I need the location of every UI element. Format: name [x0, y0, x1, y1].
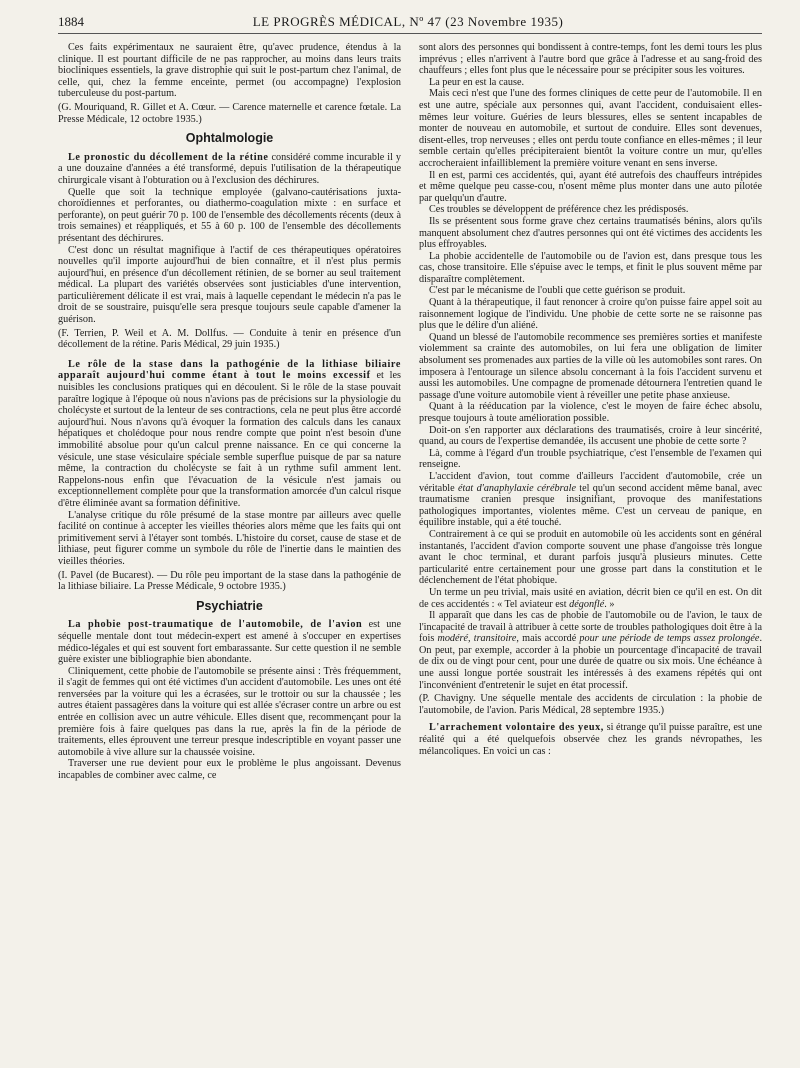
- paragraph: L'analyse critique du rôle présumé de la stase montre par ailleurs avec quelle facilité on continue à accepter les vieilles théories alors même que les faits qui ont primitivement servi à l'étayer sont tombés. L'histoire du corset, cause de stase et de lithiase, peut figurer comme un symbole du rôle de l'inertie dans le maintien des vieilles théories.: [58, 509, 401, 567]
- issue-info: Nº 47 (23 Novembre 1935): [409, 14, 564, 29]
- paragraph: Ces faits expérimentaux ne sauraient être, qu'avec prudence, étendus à la clinique. Il est pourtant difficile de ne pas rapprocher, au moins dans leurs traits biocliniques essentiels, la grave distrophie qui suit le post-partum chez l'animal, de celle, qui, chez la femme enceinte, permet (ou accompagne) l'explosion tuberculeuse du post-partum.: [58, 42, 401, 100]
- paragraph: Quelle que soit la technique employée (galvano-cautérisations juxta-choroïdiennes et perforantes, ou diathermo-coagulation mixte : en surface et perforante), on peut guérir 70 p. 100 de l'ensemble des décollements récents (deux à trois semaines) et réappliqués, et 55 à 60 p. 100 de l'ensemble des décollements présentant des déchirures.: [58, 186, 401, 244]
- paragraph: C'est donc un résultat magnifique à l'actif de ces thérapeutiques opératoires nouvelles qu'il importe aujourd'hui de bien connaître, et il n'est plus permis aujourd'hui, en présence d'un décollement rétinien, de se borner au seul traitement médical. La plupart des variétés observées sont justiciables d'une intervention, particulièrement délicate il est vrai, mais à laquelle cependant le médecin n'a pas le droit de se soustraire, puisqu'elle sera presque toujours seule capable d'amener la guérison.: [58, 244, 401, 326]
- paragraph: Doit-on s'en rapporter aux déclarations des traumatisés, croire à leur sincérité, quand, au cours de l'expertise demandée, ils accusent une phobie de cette sorte ?: [419, 424, 762, 448]
- paragraph-text: si étrange qu'il puisse paraître, est une réalité qui a été quelquefois observée chez les grands névropathes, les mélancoliques. En voici un cas :: [419, 722, 763, 757]
- paragraph-text: . »: [604, 598, 615, 610]
- paragraph: Là, comme à l'égard d'un trouble psychiatrique, c'est l'ensemble de l'examen qui renseigne.: [419, 447, 762, 471]
- paragraph: [419, 587, 762, 610]
- lead-phrase: L'arrachement volontaire des yeux,: [429, 722, 604, 734]
- paragraph: Cliniquement, cette phobie de l'automobile se présente ainsi : Très fréquemment, il s'agit de femmes qui ont été victimes d'un accident d'automobile. Les unes ont été renversées par la voiture qui les a écrasées, sur le trottoir ou sur la chaussée ; les autres étaient passagères dans la voiture qui est allée s'écraser contre un arbre ou est entrée en collision avec un autre véhicule. Elles disent que, recommençant pour la première fois à faire quelques pas dans la rue, après la fin de la période de traitements, elles éprouvent une terreur presque indescriptible en voyant passer une automobile à vive allure sur la chaussée voisine.: [58, 665, 401, 758]
- italic-term: dégonflé: [569, 598, 605, 610]
- paragraph: Ils se présentent sous forme grave chez certains traumatisés bénins, alors qu'ils manquent absolument chez d'autres personnes qui ont été victimes des accidents les plus effroyables.: [419, 215, 762, 251]
- italic-term: modéré, transitoire: [437, 633, 517, 645]
- left-column: [58, 42, 401, 782]
- paragraph: Quant à la rééducation par la violence, c'est le moyen de faire échec absolu, presque toujours à toute amélioration possible.: [419, 401, 762, 424]
- reference: (P. Chavigny. Une séquelle mentale des accidents de circulation : la phobie de l'automobile, de l'avion. Paris Médical, 28 septembre 1935.): [419, 693, 762, 716]
- paragraph: Traverser une rue devient pour eux le problème le plus angoissant. Devenus incapables de combiner avec calme, ce: [58, 758, 401, 782]
- columns: [58, 42, 762, 782]
- italic-term: état d'anaphylaxie cérébrale: [457, 482, 576, 494]
- lead-phrase: Le rôle de la stase dans la pathogénie de la lithiase biliaire apparaît aujourd'hui comme étant à tout le moins excessif: [58, 358, 401, 382]
- journal-name: LE PROGRÈS MÉDICAL,: [252, 14, 406, 29]
- journal-title: [253, 14, 564, 30]
- section-title-psychiatrie: Psychiatrie: [196, 598, 263, 613]
- paragraph-text: L'accident d'avion, tout comme d'ailleurs l'accident d'automobile, crée un véritable: [419, 470, 762, 494]
- paragraph-text: , mais accordé: [516, 633, 580, 645]
- paragraph: C'est par le mécanisme de l'oubli que cette guérison se produit.: [429, 285, 686, 297]
- right-column: [419, 42, 762, 782]
- paragraph-text: considéré comme incurable il y a une douzaine d'années a été transformé, depuis l'utilisation de la thérapeutique chirurgicale visant à l'obturation ou à l'exclusion des déchirures.: [58, 151, 401, 186]
- lead-phrase: Le pronostic du décollement de la rétine: [68, 151, 269, 163]
- reference: (I. Pavel (de Bucarest). — Du rôle peu important de la stase dans la pathogénie de la lithiase biliaire. La Presse Médicale, 9 octobre 1935.): [58, 569, 401, 593]
- paragraph: Quand un blessé de l'automobile recommence ses premières sorties et manifeste violemment sa crainte des automobiles, on lui fera une obligation de limiter absolument ses promenades aux parties de la ville où les automobiles sont rares. On imposera à l'entourage un silence absolu concernant à la fois l'accident survenu et aussi les automobiles. Une compagne de promenade détournera l'entretien quand le passage d'une voiture automobile vient à réveiller une petite phase anxieuse.: [419, 331, 762, 401]
- paragraph-text: est une séquelle mentale dont tout médecin-expert est amené à s'occuper en expertises médico-légales et qui est souvent fort embarassante. Sur cette question il ne semble guère exister une bibliographie bien abondante.: [58, 619, 402, 666]
- section-title-ophtalmologie: Ophtalmologie: [185, 131, 274, 146]
- paragraph: La phobie accidentelle de l'automobile ou de l'avion est, dans presque tous les cas, chose transitoire. Elle s'épuise avec le temps, et finit le plus souvent même par disparaître complètement.: [419, 250, 762, 285]
- paragraph-text: Un terme un peu trivial, mais usité en aviation, décrit bien ce qu'il en est. On dit de ces accidentés : « Tel aviateur est: [419, 586, 762, 610]
- reference: (F. Terrien, P. Weil et A. M. Dollfus. — Conduite à tenir en présence d'un décollement de la rétine. Paris Médical, 29 juin 1935.): [58, 327, 401, 351]
- lead-phrase: La phobie post-traumatique de l'automobile, de l'avion: [68, 619, 363, 631]
- page-number: 1884: [58, 14, 84, 29]
- paragraph: La peur en est la cause.: [429, 76, 525, 88]
- italic-term: pour une période de temps assez prolongée: [579, 633, 760, 645]
- paragraph: Il en est, parmi ces accidentés, qui, ayant été autrefois des chauffeurs intrépides et même quelque peu casse-cou, n'osent même plus monter dans une auto pilotée par quelqu'un d'autre.: [419, 169, 762, 204]
- paragraph-text: tel qu'un second accident même banal, avec traumatisme cranien presque insignifiant, provoque des manifestations pathologiques importantes, violentes même. C'est un cerveau de panique, en équilibre instable, qui a été touché.: [419, 482, 763, 529]
- page-header: [58, 14, 762, 34]
- paragraph-text: Il apparaît que dans les cas de phobie de l'automobile ou de l'avion, le taux de l'incapacité de travail à attribuer à cette sorte de troubles pathologiques doit être à la fois: [419, 610, 762, 645]
- reference: (G. Mouriquand, R. Gillet et A. Cœur. — Carence maternelle et carence fœtale. La Presse Médicale, 12 octobre 1935.): [58, 101, 401, 125]
- paragraph: [58, 359, 401, 510]
- paragraph: [419, 471, 762, 529]
- paragraph: [419, 610, 762, 691]
- paragraph: [58, 152, 401, 187]
- paragraph: Quant à la thérapeutique, il faut renoncer à croire qu'on puisse faire appel soit au raisonnement logique de l'individu. Une phobie de cette sorte ne se raisonne pas plus que le délire d'un aliéné.: [419, 297, 762, 332]
- paragraph: Ces troubles se développent de préférence chez les prédisposés.: [429, 204, 689, 216]
- paragraph: Contrairement à ce qui se produit en automobile où les accidents sont en général instantanés, l'accident d'avion comporte souvent une phase d'angoisse très longue avant le choc terminal, et durant parfois jusqu'à plusieurs minutes. Cette particularité entre certainement pour une grosse part dans la constitution et le déclenchement de l'état phobique.: [419, 528, 762, 587]
- paragraph: Mais ceci n'est que l'une des formes cliniques de cette peur de l'automobile. Il en est une autre, spéciale aux personnes qui, avant l'accident, conduisaient elles-mêmes leur voiture. Guéries de leurs blessures, elles se sentent incapables de monter de nouveau en automobile, et surtout de conduire. Elles sont devenues, disent-elles, trop nerveuses ; elles ont perdu toute confiance en elles-mêmes ; il leur semble certain qu'elles précipiteraient bientôt la voiture contre un mur, qu'elles accrocheraient infailliblement la première voiture venant en sens inverse.: [419, 88, 762, 169]
- paragraph-text: . On peut, par exemple, accorder à la phobie un pourcentage d'incapacité de travail de dix ou de vingt pour cent, pour une durée de quatre ou six mois. Une échéance à une aussi longue portée soustrait les intéressés à des examens répétés qui ont l'inconvénient d'entretenir le sujet en état processif.: [419, 633, 762, 691]
- paragraph: [58, 619, 401, 665]
- paragraph-text: et les nuisibles les conclusions pratiques qui en découlent. Si le rôle de la stase pouvait paraître logique à l'époque où nous n'avions pas de précisions sur la physiologie du cholécyste et surtout de la lenteur de ses contractions, cela ne peut plus être accordé aujourd'hui. Nous n'avons qu'à évoquer la formation des calculs dans les canaux hépatiques et cholédoque pour nous rendre compte que point n'est besoin d'une immobilité absolue pour qu'un calcul prenne naissance. En ce qui concerne la vésicule, une stase vésiculaire spéciale semble superflue puisque de par sa nature même, la contraction du cholécyste se fait à un rythme sufil amment lent. Rappelons-nous enfin que l'évacuation de la vésicule n'est jamais ou exceptionnellement complète pour que la transformation amorcée d'un calcul risque d'être éliminée avant sa formation définitive.: [58, 370, 402, 509]
- paragraph: [419, 722, 762, 757]
- paragraph: sont alors des personnes qui bondissent à contre-temps, font les demi tours les plus imprévus ; elles n'arrivent à l'autre bord que grâce à l'adresse et au sang-froid des chauffeurs ; elles font plus que le nécessaire pour se précipiter sous les voitures.: [419, 42, 762, 77]
